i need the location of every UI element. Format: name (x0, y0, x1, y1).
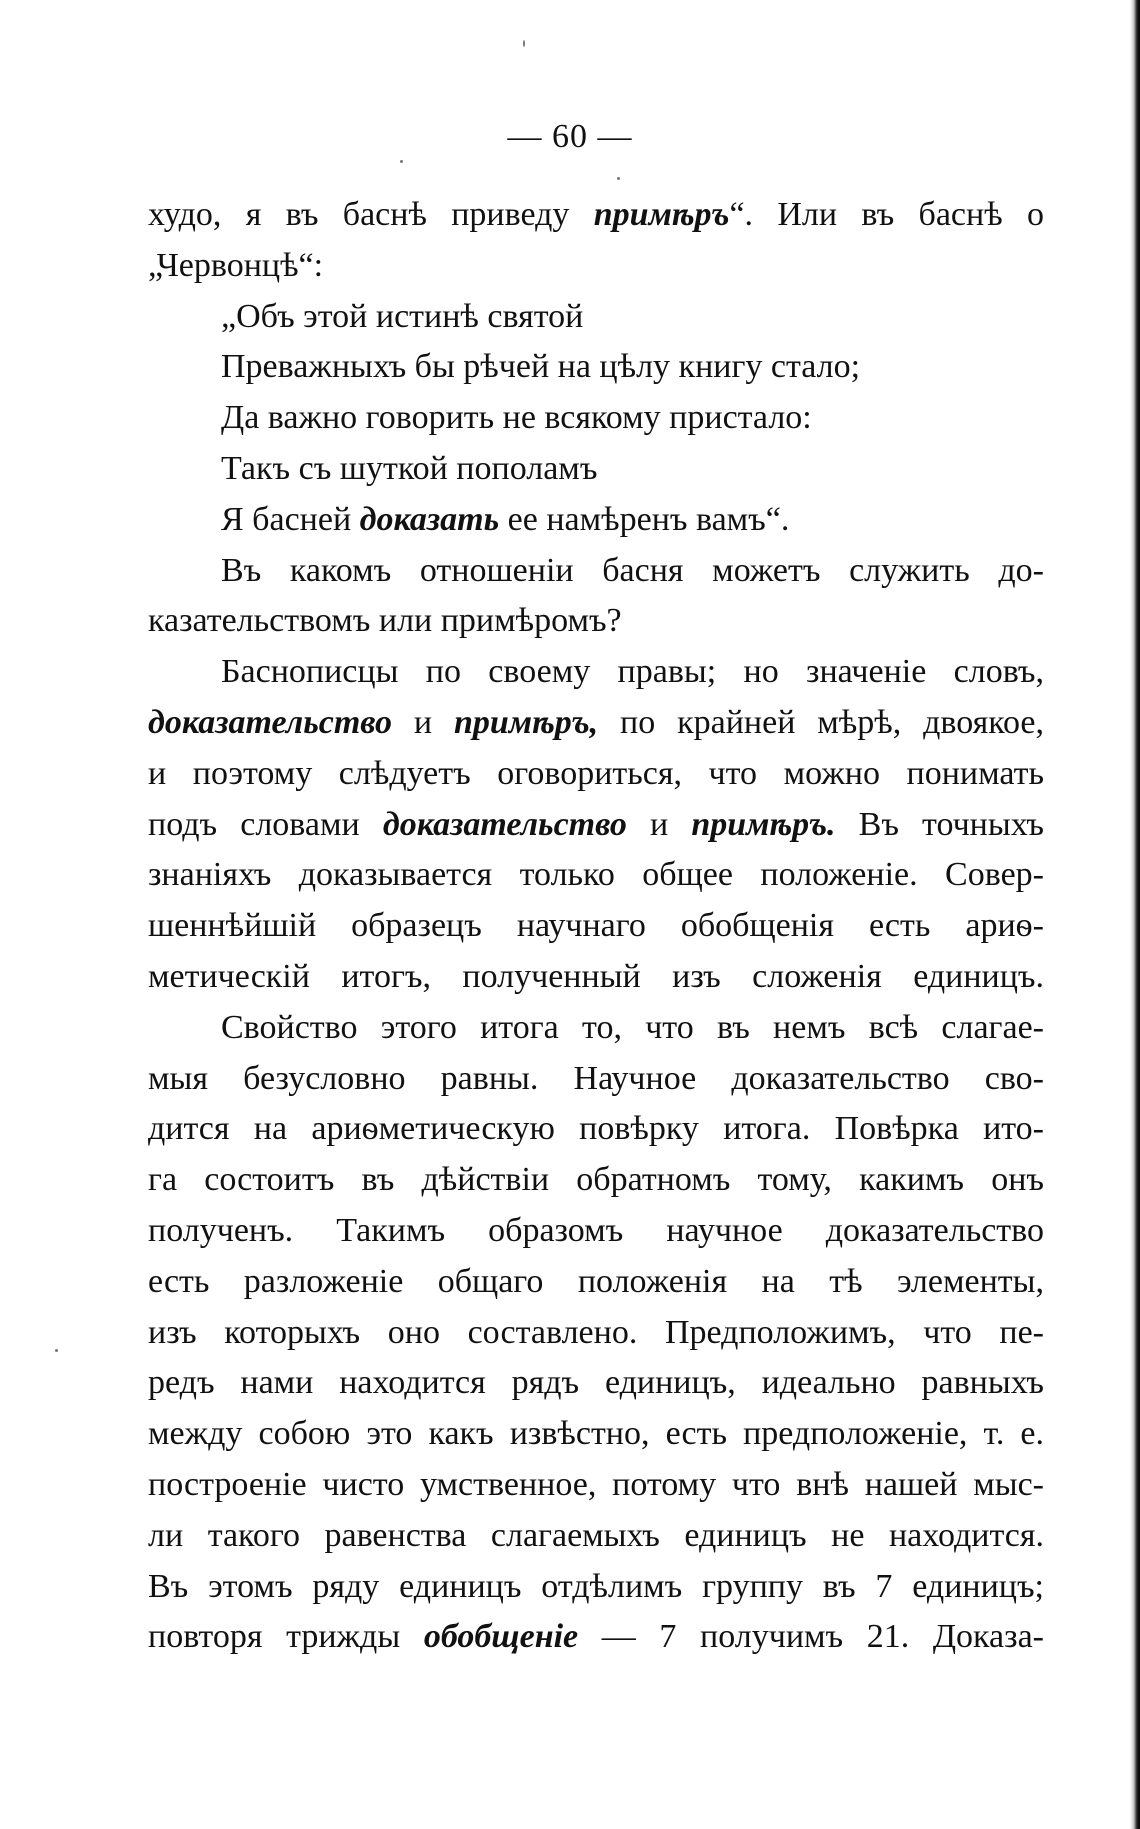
text-line: метическій итогъ, полученный изъ сложенія единицъ. (148, 957, 1044, 995)
scan-speck (400, 160, 403, 163)
text-run: Я басней (221, 500, 360, 538)
italic-term: примѣръ. (691, 805, 836, 843)
text-line: полученъ. Такимъ образомъ научное доказательство (148, 1211, 1044, 1249)
text-line: „Червонцѣ“: (148, 246, 324, 284)
text-run: — 7 получимъ 21. Доказа- (578, 1618, 1044, 1656)
verse-line: „Объ этой истинѣ святой (221, 297, 584, 335)
page-number: — 60 — (507, 118, 633, 155)
text-line: редъ нами находится рядъ единицъ, идеально равныхъ (148, 1364, 1044, 1402)
verse-line: Такъ съ шуткой пополамъ (221, 449, 598, 487)
text-line: шеннѣйшій образецъ научнаго обобщенія есть ариѳ- (148, 907, 1044, 945)
text-line: ли такого равенства слагаемыхъ единицъ не находится. (148, 1516, 1044, 1554)
text-line (148, 1612, 1044, 1663)
text-line (148, 698, 1044, 749)
text-line: казательствомъ или примѣромъ? (148, 602, 622, 640)
scan-speck (55, 1349, 58, 1352)
verse-line (148, 495, 1044, 546)
text-line: и поэтому слѣдуетъ оговориться, что можно понимать (148, 754, 1044, 792)
italic-term: примѣръ (593, 196, 730, 233)
italic-term: доказательство (382, 805, 627, 843)
text-line (148, 190, 1044, 241)
page-edge-shadow (1130, 0, 1140, 1829)
text-line: изъ которыхъ оно составлено. Предположимъ, что пе- (148, 1313, 1044, 1351)
text-line: Свойство этого итога то, что въ немъ всѣ слагае- (221, 1008, 1044, 1046)
text-run: худо, я въ баснѣ приведу (148, 196, 594, 233)
text-line: Баснописцы по своему правы; но значеніе словъ, (221, 653, 1044, 691)
scan-speck (617, 177, 620, 180)
italic-term: примѣръ, (453, 703, 599, 741)
scan-speck (523, 40, 525, 47)
text-line: дится на ариѳметическую повѣрку итога. Повѣрка ито- (148, 1110, 1044, 1148)
text-run: и (392, 703, 454, 741)
italic-term: доказать (359, 500, 500, 538)
text-line: Въ какомъ отношеніи басня можетъ служить до- (221, 551, 1044, 589)
text-line: построеніе чисто умственное, потому что внѣ нашей мыс- (148, 1465, 1044, 1503)
text-run: “. Или въ баснѣ о (729, 196, 1044, 233)
text-run: по крайней мѣрѣ, двоякое, (598, 703, 1044, 741)
verse-line: Преважныхъ бы рѣчей на цѣлу книгу стало; (221, 348, 861, 386)
text-run: и (626, 805, 692, 843)
italic-term: обобщеніе (423, 1618, 579, 1656)
text-line: га состоитъ въ дѣйствіи обратномъ тому, какимъ онъ (148, 1161, 1044, 1199)
text-run: повторя трижды (148, 1618, 424, 1656)
body-text (148, 190, 1044, 1663)
text-line (148, 800, 1044, 851)
text-line: есть разложеніе общаго положенія на тѣ элементы, (148, 1262, 1044, 1300)
text-line: мыя безусловно равны. Научное доказательство сво- (148, 1059, 1044, 1097)
text-line: между собою это какъ извѣстно, есть предположеніе, т. е. (148, 1415, 1044, 1453)
verse-line: Да важно говорить не всякому пристало: (221, 399, 812, 437)
text-line: знаніяхъ доказывается только общее положеніе. Совер- (148, 856, 1044, 894)
italic-term: доказательство (148, 703, 393, 741)
text-run: ее намѣренъ вамъ“. (499, 500, 790, 538)
text-run: Въ точныхъ (835, 805, 1044, 843)
text-line: Въ этомъ ряду единицъ отдѣлимъ группу въ 7 единицъ; (148, 1567, 1044, 1605)
text-run: подъ словами (148, 805, 383, 843)
